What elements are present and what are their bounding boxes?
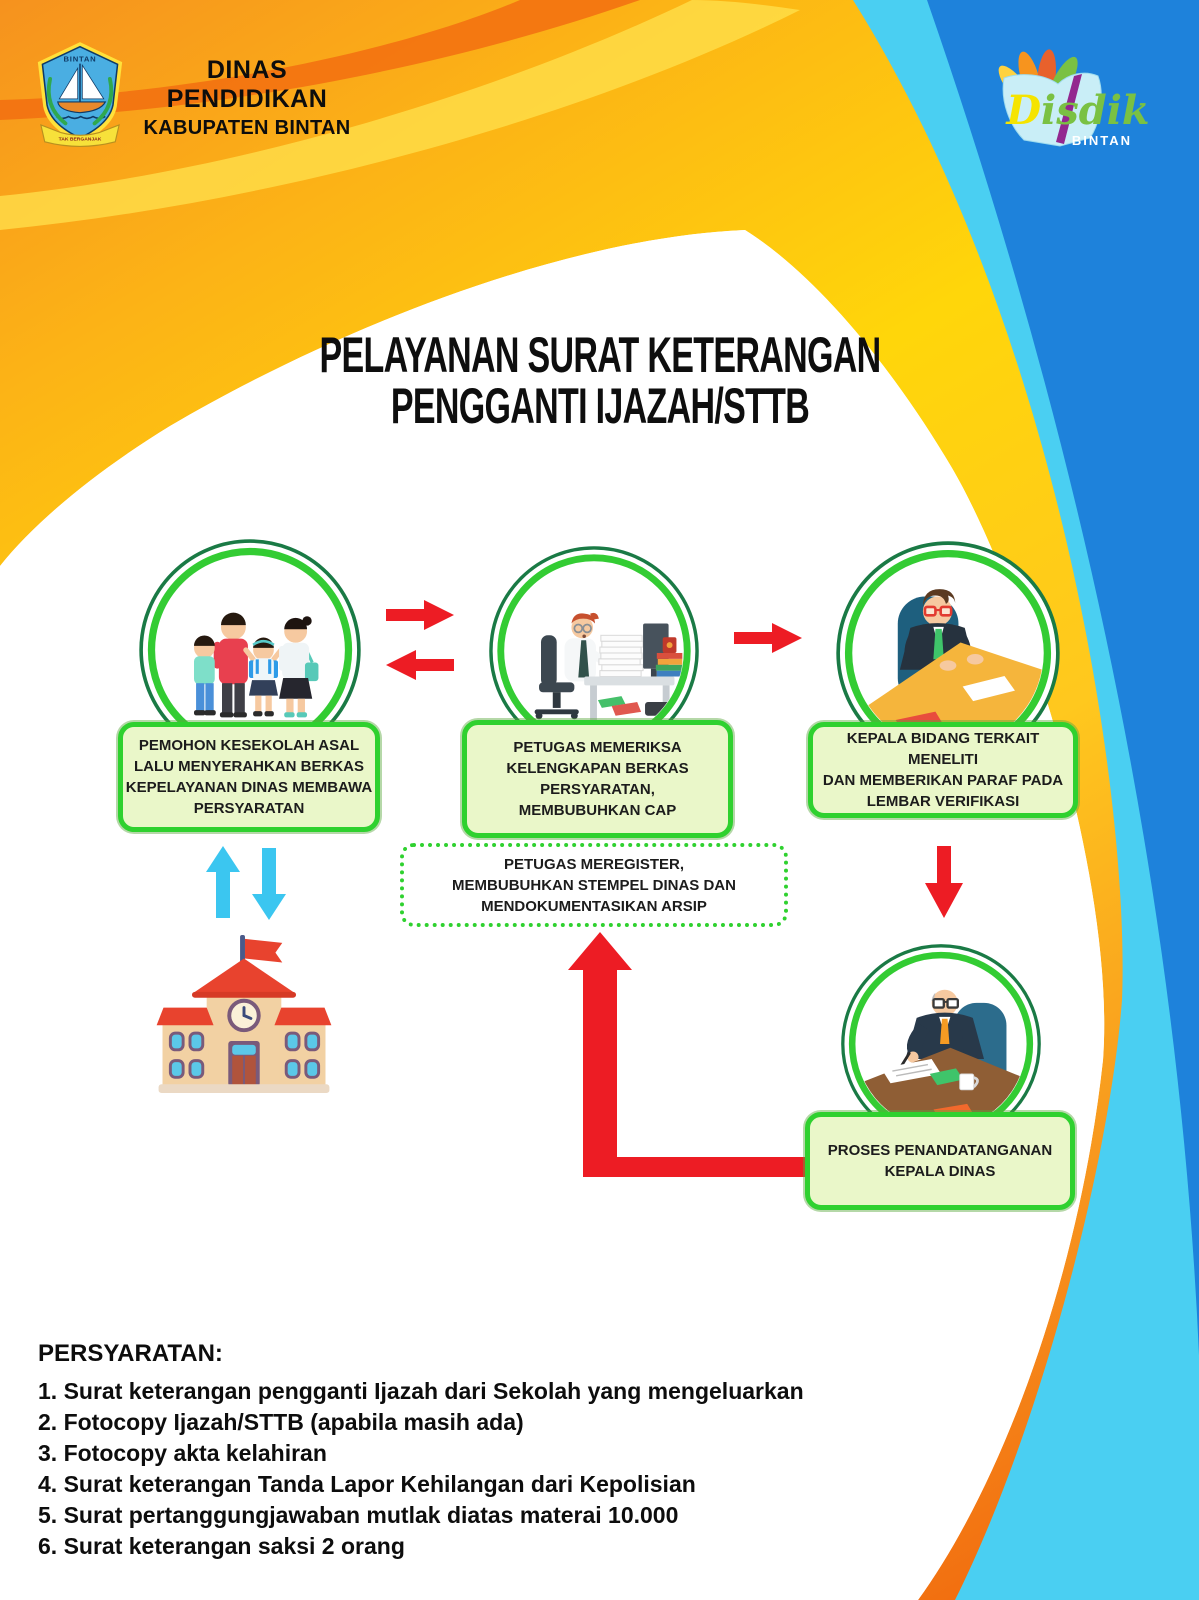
step5-box [805,1112,1075,1210]
step2-line: KELENGKAPAN BERKAS [506,760,689,777]
step1-line: PEMOHON KESEKOLAH ASAL [138,737,360,754]
step1-line: PERSYARATAN [193,800,305,817]
down-arrow-icon [925,846,963,918]
agency-line1: DINAS PENDIDIKAN [166,56,328,113]
agency-line2: KABUPATEN BINTAN [143,117,351,139]
step2-line: PETUGAS MEMERIKSA [513,739,682,756]
requirement-item: 4. Surat keterangan Tanda Lapor Kehilangan dari Kepolisian [38,1471,696,1497]
l-shaped-arrow-icon [560,930,805,1180]
agency-name [132,56,362,140]
step1-line: LALU MENYERAHKAN BERKAS [133,758,364,775]
step4-line: MENDOKUMENTASIKAN ARSIP [481,897,707,915]
step5-line: KEPALA DINAS [884,1163,996,1180]
step1-box [118,722,380,832]
step5-line: PROSES PENANDATANGANAN [827,1142,1053,1159]
step3-line: KEPALA BIDANG TERKAIT MENELITI [846,730,1040,768]
down-arrow-icon [252,848,286,920]
bintan-crest-icon [30,36,130,151]
step3-line: LEMBAR VERIFIKASI [866,793,1020,810]
requirement-item: 3. Fotocopy akta kelahiran [38,1440,327,1466]
disdik-sub-text: BINTAN [1071,133,1133,148]
crest-top-text: BINTAN [63,54,97,64]
requirements-section [38,1340,938,1562]
requirements-heading: PERSYARATAN: [38,1340,223,1367]
title-line1: PELAYANAN SURAT KETERANGAN [319,327,881,383]
page-title [180,327,1020,434]
step4-box [400,843,788,927]
left-arrow-icon [386,650,454,680]
step1-line: KEPELAYANAN DINAS MEMBAWA [125,779,373,796]
right-arrow-icon [386,600,454,630]
title-line2: PENGGANTI IJAZAH/STTB [390,378,810,434]
step4-line: MEMBUBUHKAN STEMPEL DINAS DAN [452,876,736,894]
step2-line: PERSYARATAN, [540,781,655,798]
up-arrow-icon [206,846,240,918]
requirement-item: 6. Surat keterangan saksi 2 orang [38,1533,405,1559]
step2-line: MEMBUBUHKAN CAP [518,802,677,819]
requirement-item: 5. Surat pertanggungjawaban mutlak diatas materai 10.000 [38,1502,679,1528]
step4-line: PETUGAS MEREGISTER, [503,855,685,873]
right-arrow-icon [734,623,802,653]
requirement-item: 1. Surat keterangan pengganti Ijazah dari Sekolah yang mengeluarkan [38,1378,804,1404]
crest-ribbon-text: TAK BERGANJAK [58,136,102,143]
disdik-logo [990,32,1155,150]
step3-line: DAN MEMBERIKAN PARAF PADA [822,772,1064,789]
step3-box [808,722,1078,818]
requirement-item: 2. Fotocopy Ijazah/STTB (apabila masih ada) [38,1409,524,1435]
step2-box [462,720,733,838]
disdik-wordmark: Disdik [1006,87,1150,134]
school-icon [150,933,338,1095]
